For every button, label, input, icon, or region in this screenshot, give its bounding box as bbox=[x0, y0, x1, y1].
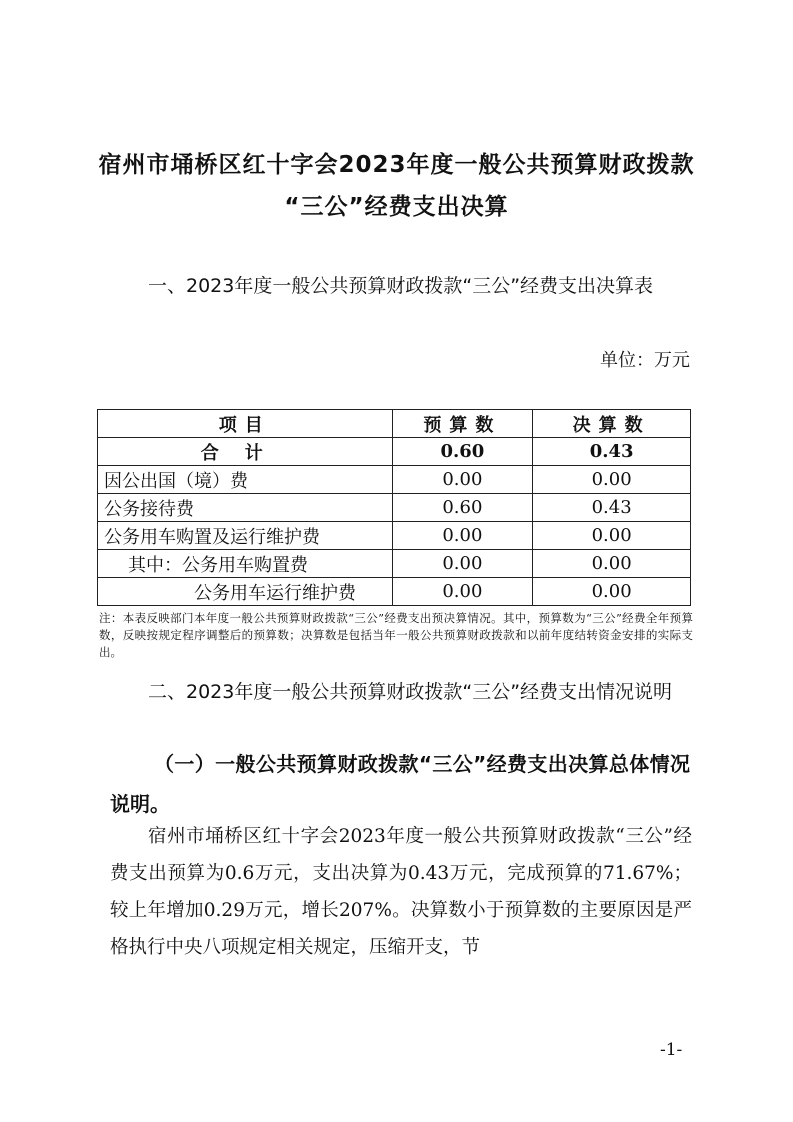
section2-heading: 二、2023年度一般公共预算财政拨款“三公”经费支出情况说明 bbox=[148, 681, 673, 703]
row-label: 因公出国（境）费 bbox=[98, 466, 393, 494]
document-title-line1: 宿州市埇桥区红十字会2023年度一般公共预算财政拨款 bbox=[98, 152, 695, 178]
header-actual: 决算数 bbox=[533, 410, 691, 438]
row-budget: 0.00 bbox=[392, 466, 533, 494]
row-actual: 0.43 bbox=[533, 494, 691, 522]
unit-label: 单位：万元 bbox=[600, 350, 690, 371]
row-budget: 0.60 bbox=[392, 494, 533, 522]
section2-subheading: （一）一般公共预算财政拨款“三公”经费支出决算总体情况说明。 bbox=[110, 752, 690, 816]
table-row bbox=[98, 494, 691, 522]
row-actual: 0.00 bbox=[533, 522, 691, 550]
table-row bbox=[98, 550, 691, 578]
row-budget: 0.00 bbox=[392, 578, 533, 606]
row-actual: 0.00 bbox=[533, 578, 691, 606]
row-budget: 0.00 bbox=[392, 522, 533, 550]
row-budget: 0.60 bbox=[392, 438, 533, 466]
row-label: 合计 bbox=[98, 438, 393, 466]
table-row bbox=[98, 466, 691, 494]
row-label: 公务用车购置及运行维护费 bbox=[98, 522, 393, 550]
row-label: 其中：公务用车购置费 bbox=[98, 550, 393, 578]
row-label: 公务用车运行维护费 bbox=[98, 578, 393, 606]
header-item: 项目 bbox=[98, 410, 393, 438]
row-actual: 0.43 bbox=[533, 438, 691, 466]
body-paragraph: 宿州市埇桥区红十字会2023年度一般公共预算财政拨款“三公”经费支出预算为0.6万元，支出决算为0.43万元，完成预算的71.67%；较上年增加0.29万元，增长207%。决算数小于预算数的主要原因是严格执行中央八项规定相关规定，压缩开支，节 bbox=[110, 826, 692, 958]
three-public-expense-table bbox=[97, 409, 691, 606]
row-label: 公务接待费 bbox=[98, 494, 393, 522]
row-actual: 0.00 bbox=[533, 550, 691, 578]
table-note: 注：本表反映部门本年度一般公共预算财政拨款“三公”经费支出预决算情况。其中，预算数为“三公”经费全年预算数，反映按规定程序调整后的预算数；决算数是包括当年一般公共预算财政拨款和以前年度结转资金安排的实际支出。 bbox=[99, 611, 693, 659]
document-title-line2: “三公”经费支出决算 bbox=[284, 194, 509, 220]
header-budget: 预算数 bbox=[392, 410, 533, 438]
table-header-row bbox=[98, 410, 691, 438]
section1-heading: 一、2023年度一般公共预算财政拨款“三公”经费支出决算表 bbox=[148, 275, 654, 297]
page-number: -1- bbox=[660, 1040, 683, 1060]
table-row bbox=[98, 522, 691, 550]
table-row bbox=[98, 578, 691, 606]
row-budget: 0.00 bbox=[392, 550, 533, 578]
row-actual: 0.00 bbox=[533, 466, 691, 494]
table-row-total bbox=[98, 438, 691, 466]
